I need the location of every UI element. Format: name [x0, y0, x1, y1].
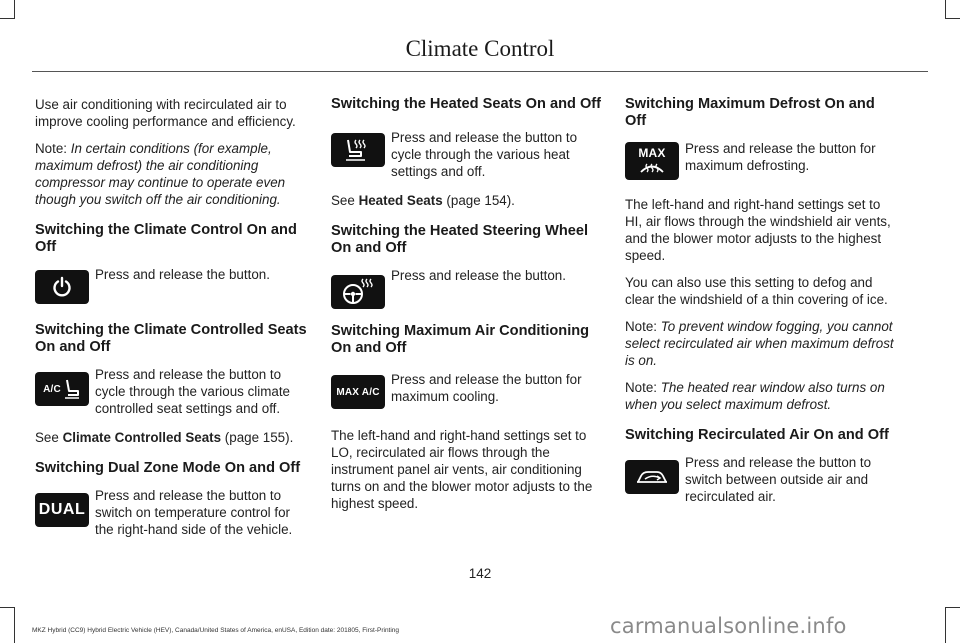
recirc-heading: Switching Recirculated Air On and Off [625, 427, 889, 443]
climate-seats-heading: Switching the Climate Controlled Seats On and Off [35, 322, 307, 355]
header-rule [32, 71, 928, 72]
seat-icon [63, 378, 81, 400]
note-label-3: Note: [625, 380, 658, 395]
crop-mark-top-left-h [0, 18, 15, 19]
max-defrost-item [625, 140, 897, 184]
recirc-item [625, 454, 897, 505]
heated-seat-icon [343, 137, 373, 163]
column-1 [35, 96, 307, 550]
heated-seats-xref[interactable]: Heated Seats [358, 193, 443, 208]
climate-seats-see [35, 429, 307, 446]
dual-button-image [35, 493, 89, 527]
crop-mark-bottom-left-h [0, 607, 15, 608]
crop-mark-top-right-v [945, 0, 946, 18]
note-text-2: To prevent window fogging, you cannot select recirculated air when maximum defrost is on. [625, 319, 894, 368]
edition-footer: MKZ Hybrid (CC9) Hybrid Electric Vehicle (HEV), Canada/United States of America, enUSA, Edition date: 201805, First-Printing [32, 627, 400, 634]
watermark: carmanualsonline.info [610, 614, 847, 638]
heated-steering-wheel-icon [341, 278, 375, 306]
note-label-2: Note: [625, 319, 658, 334]
note-paragraph [35, 140, 307, 208]
recirc-button-image [625, 460, 679, 494]
heated-seats-item [331, 129, 603, 180]
max-defrost-heading: Switching Maximum Defrost On and Off [625, 96, 875, 129]
page-number: 142 [468, 566, 492, 581]
max-defrost-button-image [625, 142, 679, 180]
crop-mark-top-right-h [945, 18, 960, 19]
power-icon [51, 276, 73, 298]
climate-seats-item [35, 366, 307, 417]
note-heated-rear-window [625, 379, 897, 413]
dual-text: Press and release the button to switch on temperature control for the right-hand side of the vehicle. [95, 488, 293, 537]
power-heading: Switching the Climate Control On and Off [35, 222, 297, 255]
power-text: Press and release the button. [95, 267, 270, 282]
heated-wheel-heading: Switching the Heated Steering Wheel On and Off [331, 223, 589, 256]
climate-seats-xref[interactable]: Climate Controlled Seats [62, 430, 222, 445]
heated-seats-heading: Switching the Heated Seats On and Off [331, 96, 602, 112]
heated-wheel-text: Press and release the button. [391, 268, 566, 283]
climate-seat-button-image [35, 372, 89, 406]
heated-seats-text: Press and release the button to cycle through the various heat settings and off. [391, 130, 578, 179]
column-2 [331, 96, 603, 522]
max-defrost-description-2: You can also use this setting to defog and clear the windshield of a thin covering of ice. [625, 275, 888, 307]
crop-mark-top-left-v [14, 0, 15, 18]
climate-seat-label: A/C [43, 383, 61, 395]
climate-seats-page-ref: (page 155). [224, 430, 294, 445]
max-ac-description: The left-hand and right-hand settings set to LO, recirculated air flows through the instrument panel air vents, air conditioning turns on and the blower motor adjusts to the highest speed. [331, 428, 593, 511]
crop-mark-bottom-right-h [945, 607, 960, 608]
note-text-3: The heated rear window also turns on when you select maximum defrost. [625, 380, 885, 412]
note-text: In certain conditions (for example, maximum defrost) the air conditioning compressor may continue to operate even though you switch off the air conditioning. [35, 141, 286, 207]
heated-seats-see [331, 192, 603, 209]
heated-seat-button-image [331, 133, 385, 167]
note-label: Note: [35, 141, 68, 156]
intro-paragraph: Use air conditioning with recirculated air to improve cooling performance and efficiency. [35, 97, 296, 129]
max-defrost-text: Press and release the button for maximum defrosting. [685, 141, 876, 173]
note-window-fogging [625, 318, 897, 369]
defrost-icon [639, 159, 665, 175]
power-item [35, 266, 307, 310]
dual-label: DUAL [38, 501, 86, 518]
see-label: See [35, 430, 59, 445]
heated-wheel-button-image [331, 275, 385, 309]
dual-heading: Switching Dual Zone Mode On and Off [35, 460, 301, 476]
max-defrost-description: The left-hand and right-hand settings set to HI, air flows through the windshield air vents, and the blower motor adjusts to the highest speed. [625, 197, 891, 263]
page-title: Climate Control [405, 36, 555, 61]
max-ac-item [331, 371, 603, 415]
heated-seats-page-ref: (page 154). [446, 193, 515, 208]
power-button-image [35, 270, 89, 304]
column-3 [625, 96, 897, 517]
dual-item [35, 487, 307, 538]
climate-seats-text: Press and release the button to cycle through the various climate controlled seat settings and off. [95, 367, 291, 416]
crop-mark-bottom-right-v [945, 608, 946, 643]
recirculated-air-icon [635, 467, 669, 487]
max-ac-button-image [331, 375, 385, 409]
max-ac-heading: Switching Maximum Air Conditioning On and Off [331, 323, 590, 356]
max-ac-label: MAX A/C [336, 386, 380, 398]
see-label-2: See [331, 193, 355, 208]
max-ac-text: Press and release the button for maximum cooling. [391, 372, 582, 404]
recirc-text: Press and release the button to switch between outside air and recirculated air. [685, 455, 872, 504]
heated-wheel-item [331, 267, 603, 311]
max-defrost-label: MAX [638, 146, 666, 160]
crop-mark-bottom-left-v [14, 608, 15, 643]
